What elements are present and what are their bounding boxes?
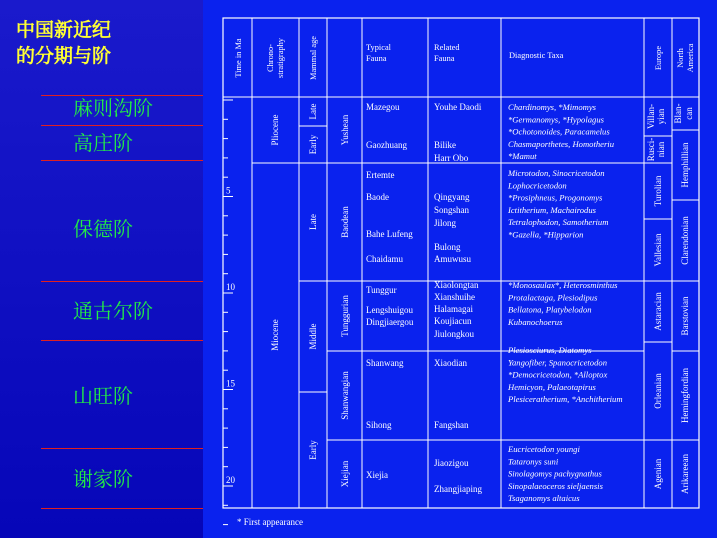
typical-fauna: Dingjiaergou [366,317,414,327]
europe-stage: Villan- [646,104,656,129]
related-fauna: Xiaodian [434,358,467,368]
chart-panel [203,0,717,538]
subepoch-label: Middle [308,323,318,350]
diagnostic-taxon: Microtodon, Sinocricetodon [508,168,605,178]
epoch-pliocene: Pliocene [270,114,280,146]
diagnostic-taxon: *Gazella, *Hipparion [508,229,584,240]
diagnostic-taxon: Bellatona, Platybelodon [508,304,592,315]
diagnostic-taxon: Tataronys suni [508,456,559,467]
stage-label: 保德阶 [73,217,133,241]
related-fauna: Bilike [434,140,456,150]
related-fauna: Xiaolongtan [434,280,479,290]
diagnostic-taxon: Kubanochoerus [508,316,563,327]
diagnostic-taxon: *Prosiphneus, Progonomys [508,192,603,203]
header-related-fauna: Related [434,43,460,52]
stage-label: 谢家阶 [73,467,133,491]
typical-fauna: Bahe Lufeng [366,229,413,239]
footnote: * First appearance [237,517,303,527]
stage-divider [41,125,203,126]
na-stage: Hemingfordian [680,368,690,423]
diagnostic-taxon: *Ochotonoides, Paracamelus [508,126,610,137]
time-tick-label: 5 [226,185,231,196]
slide-title: 中国新近纪 的分期与阶 [16,19,112,67]
time-tick-label: 15 [226,378,235,389]
subepoch-label: Late [308,214,318,230]
na-stage: Clarendonian [680,216,690,265]
subepoch-label: Early [308,440,318,460]
typical-fauna: Shanwang [366,358,404,368]
related-fauna: Jilong [434,218,457,228]
related-fauna: Fangshan [434,420,469,430]
diagnostic-taxon: Eucricetodon youngi [508,444,580,454]
stage-divider [41,448,203,449]
header-related-fauna: Fauna [434,54,455,63]
diagnostic-taxon: *Mamut [508,151,537,162]
diagnostic-taxon: *Germanomys, *Hypolagus [508,114,604,125]
subepoch-label: Late [308,103,318,120]
na-stage: Hemphillian [680,142,690,188]
stratigraphy-table [203,0,717,538]
mammal-age-label: Shanwangian [340,371,350,420]
related-fauna: Qingyang [434,192,470,202]
typical-fauna: Gaozhuang [366,140,407,150]
mammal-age-label: Xiejian [340,460,350,488]
diagnostic-taxon: Ictitherium, Machairodus [508,204,596,215]
related-fauna: Halamagai [434,304,473,314]
na-stage: Arikareean [680,454,690,494]
diagnostic-taxon: Hemicyon, Palaeotapirus [508,381,596,392]
stage-divider [41,281,203,282]
time-tick-label: 10 [226,282,235,292]
header-diagnostic-taxa: Diagnostic Taxa [509,51,564,60]
related-fauna: Zhangjiaping [434,484,482,494]
diagnostic-taxon: Lophocricetodon [508,180,567,191]
typical-fauna: Lengshuigou [366,305,413,315]
europe-stage: Turolian [653,175,663,207]
related-fauna: Songshan [434,205,470,215]
stage-label: 山旺阶 [73,384,133,408]
diagnostic-taxon: Sinopalaeoceros sieljaensis [508,480,603,491]
stage-label: 高庄阶 [73,131,133,155]
europe-stage: Rusci- [646,137,656,162]
header-chronostratigraphy: Chrono- [266,44,275,72]
header-north-america: America [686,43,695,73]
header-chronostratigraphy: stratigraphy [276,37,285,79]
time-tick-label: 20 [226,475,235,485]
na-stage: Barstovian [680,296,690,336]
na-stage: Blan- [673,103,683,124]
related-fauna: Youhe Daodi [434,102,482,112]
stage-divider [41,508,203,509]
diagnostic-taxon: *Democricetodon, *Alloptox [508,369,608,380]
mammal-age-label: Baodean [340,206,350,238]
europe-stage: Orleanian [653,373,663,409]
related-fauna: Jiulongkou [434,329,475,339]
typical-fauna: Tunggur [366,285,397,295]
diagnostic-taxon: Yangofiber, Spanocricetodon [508,357,607,368]
mammal-age-label: Yushean [340,114,350,146]
related-fauna: Jiaozigou [434,458,469,468]
na-stage: can [684,107,694,120]
header-typical-fauna: Typical [366,43,391,52]
diagnostic-taxon: *Monosaulax*, Heterosminthus [508,280,618,290]
mammal-age-label: Tunggurian [340,295,350,337]
related-fauna: Koujiacun [434,316,472,326]
europe-stage: Agenian [653,458,663,490]
typical-fauna: Sihong [366,420,392,430]
stage-label: 麻则沟阶 [73,96,153,120]
stage-divider [41,340,203,341]
typical-fauna: Ertemte [366,170,395,180]
typical-fauna: Mazegou [366,102,400,112]
header-typical-fauna: Fauna [366,54,387,63]
europe-stage: yian [656,108,666,125]
diagnostic-taxon: Plesiosciurus, Diatomys [508,345,592,355]
diagnostic-taxon: Chardinomys, *Mimomys [508,102,597,112]
europe-stage: nian [656,141,666,158]
europe-stage: Astaracian [653,292,663,331]
diagnostic-taxon: Plesiceratherium, *Anchitherium [508,394,623,405]
epoch-miocene: Miocene [270,319,280,351]
related-fauna: Bulong [434,242,461,252]
subepoch-label: Early [308,134,318,155]
header-mammal-age: Mammal age [309,36,318,80]
related-fauna: Xianshuihe [434,292,475,302]
diagnostic-taxon: Chasmaporthetes, Homotheriu [508,138,614,149]
stage-label: 通古尔阶 [73,299,153,323]
related-fauna: Amuwusu [434,254,472,264]
related-fauna: Harr Obo [434,153,469,163]
diagnostic-taxon: Sinolagomys pachygnathus [508,468,602,479]
typical-fauna: Baode [366,192,389,202]
diagnostic-taxon: Protalactaga, Plesiodipus [508,292,598,303]
header-time-in-ma: Time in Ma [234,38,243,78]
typical-fauna: Xiejia [366,470,388,480]
stage-divider [41,160,203,161]
left-panel [0,0,203,538]
diagnostic-taxon: Tetralophodon, Samotherium [508,217,609,228]
header-europe: Europe [654,45,663,71]
header-north-america: North [676,48,685,68]
typical-fauna: Chaidamu [366,254,403,264]
europe-stage: Vallesian [653,233,663,267]
diagnostic-taxon: Tsaganomys altaicus [508,493,580,504]
